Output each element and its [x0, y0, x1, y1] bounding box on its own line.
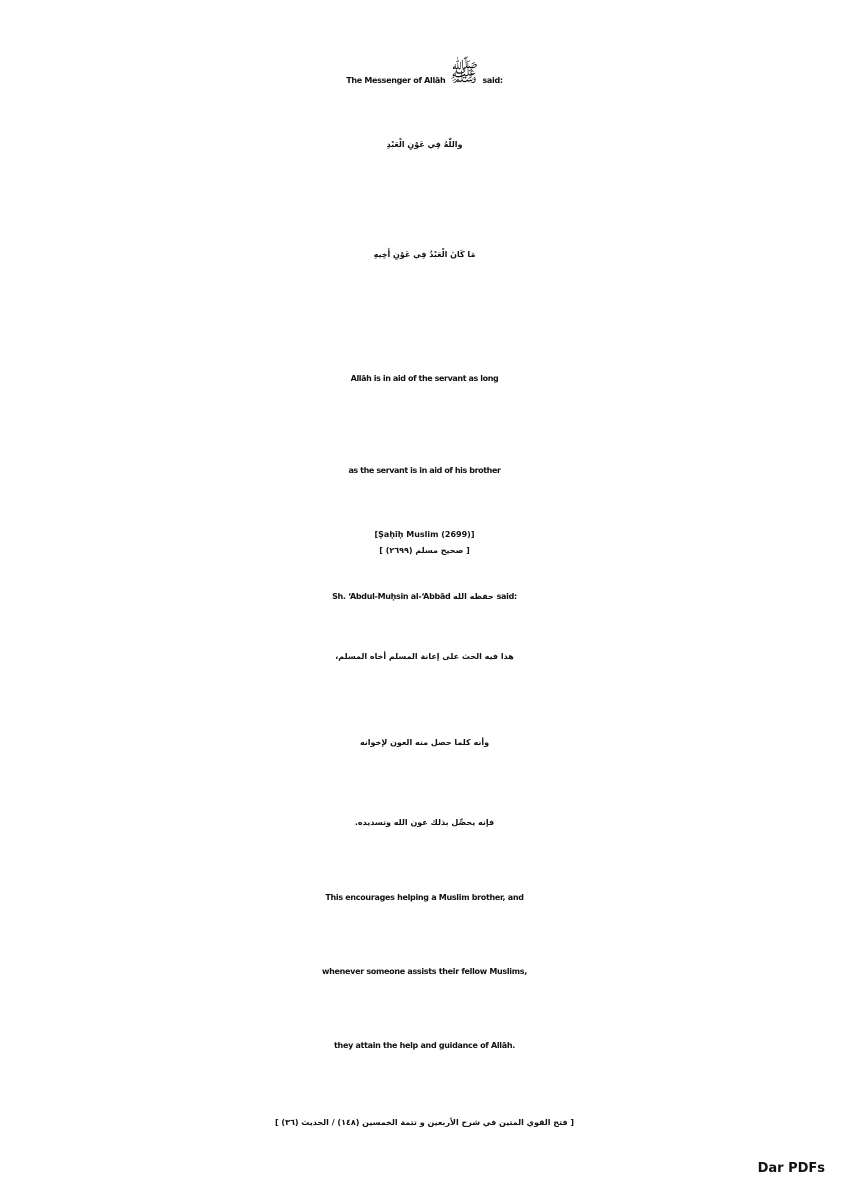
- commentator-heading: [0, 592, 849, 601]
- hadith-english-line-1: Allāh is in aid of the servant as long: [350, 374, 499, 383]
- source-citation: [ فتح القوي المتين في شرح الأربعين و تتمة الخمسين (١٤٨) / الحديث (٣٦) ]: [274, 1118, 575, 1127]
- reference-english: [Ṣaḥīḥ Muslim (2699)]: [374, 530, 475, 539]
- commentary-arabic-line-2: وأنه كلما حصل منه العون لإخوانه: [359, 738, 490, 747]
- commentary-arabic-line-1: هذا فيه الحث على إعانة المسلم أخاه المسلم،: [335, 652, 514, 661]
- salutation-glyph: ﷺ: [449, 59, 479, 87]
- commentary-english-line-3: they attain the help and guidance of Allāh.: [334, 1041, 515, 1050]
- commentary-english-line-2: whenever someone assists their fellow Muslims,: [322, 967, 527, 976]
- header-suffix: said:: [482, 76, 503, 85]
- header-prefix: The Messenger of Allāh: [346, 76, 446, 85]
- commentator-name: Sh. ‘Abdul-Muḥsin al-‘Abbād: [332, 592, 451, 601]
- hadith-arabic-line-1: واللّٰهُ فِي عَوْنِ الْعَبْدِ: [386, 140, 463, 149]
- commentator-honorific: حفظه الله: [452, 592, 494, 601]
- brand-label: Dar PDFs: [757, 1161, 825, 1176]
- reference-arabic: [ صحيح مسلم (٢٦٩٩) ]: [379, 546, 470, 555]
- hadith-arabic-line-2: مَا كَانَ الْعَبْدُ فِي عَوْنِ أَخِيهِ: [373, 250, 476, 259]
- commentary-english-line-1: This encourages helping a Muslim brother, and: [325, 893, 524, 902]
- header-title: [0, 58, 849, 93]
- commentary-arabic-line-3: فإنه يحصِّل بذلك عون الله وتسديده.: [354, 818, 495, 827]
- commentator-said: said:: [496, 592, 517, 601]
- hadith-english-line-2: as the servant is in aid of his brother: [348, 466, 501, 475]
